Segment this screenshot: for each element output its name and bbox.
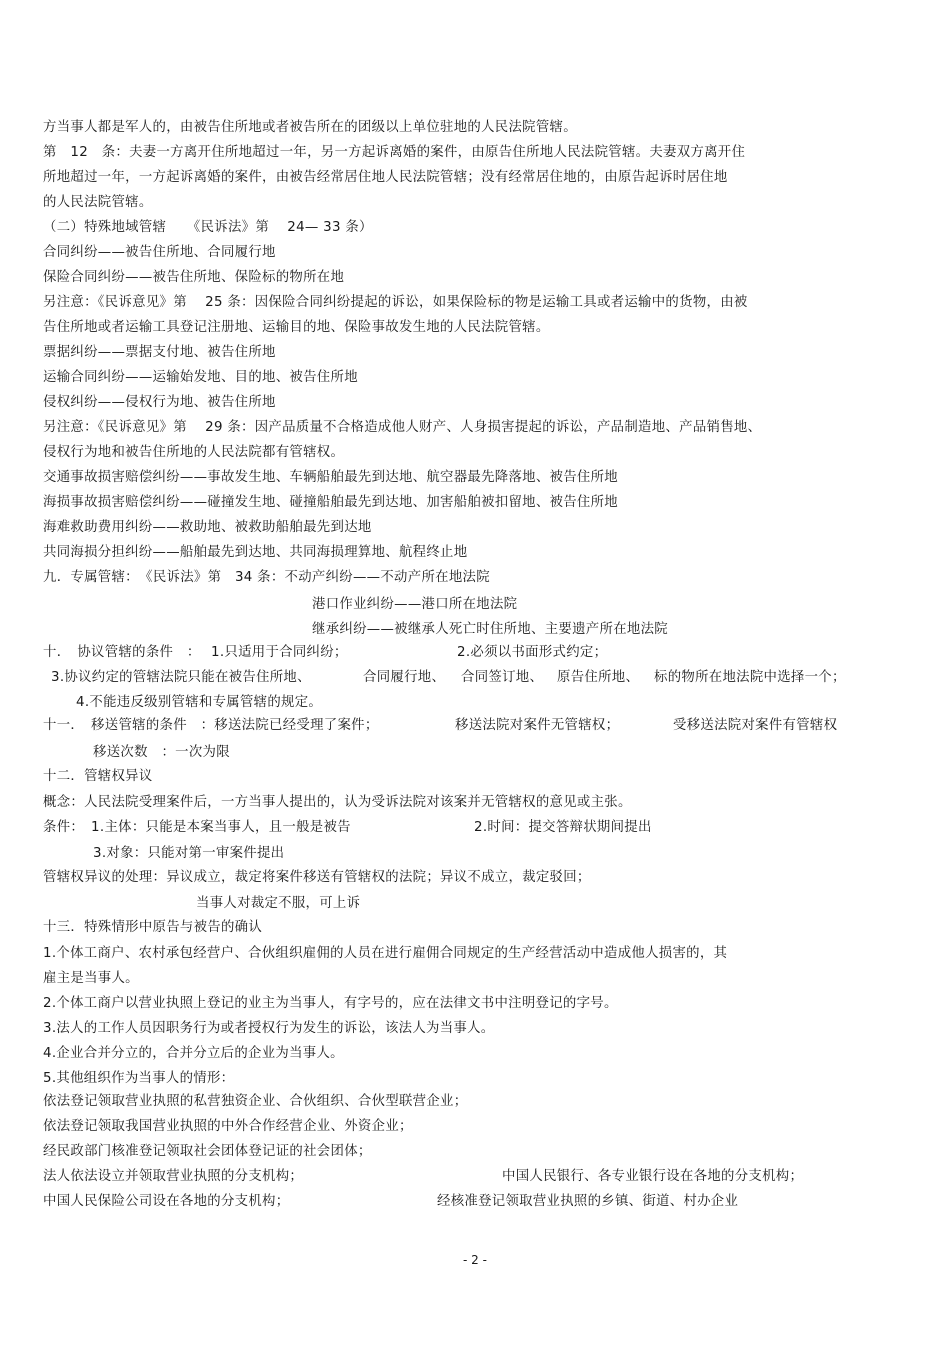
text-segment: 条件： 1.主体：只能是本案当事人，且一般是被告 [43,820,351,835]
text-line: 管辖权异议的处理：异议成立，裁定将案件移送有管辖权的法院；异议不成立，裁定驳回； [43,870,591,885]
text-segment: 2.时间：提交答辩状期间提出 [474,820,652,835]
text-line: 当事人对裁定不服，可上诉 [196,896,361,911]
text-line: 交通事故损害赔偿纠纷——事故发生地、车辆船舶最先到达地、航空器最先降落地、被告住所地 [43,470,619,485]
text-line: 3.法人的工作人员因职务行为或者授权行为发生的诉讼，该法人为当事人。 [43,1021,495,1036]
text-line: 1.个体工商户、农村承包经营户、合伙组织雇佣的人员在进行雇佣合同规定的生产经营活动中造成他人损害的，其 [43,946,728,961]
section-heading: 九．专属管辖： 《民诉法》第 34 条：不动产纠纷——不动产所在地法院 [43,570,490,585]
text-segment: 受移送法院对案件有管辖权 [673,718,838,733]
text-segment: 3.协议约定的管辖法院只能在被告住所地、 [51,670,311,685]
text-line: 依法登记领取我国营业执照的中外合作经营企业、外资企业； [43,1119,413,1134]
text-line: 合同纠纷——被告住所地、合同履行地 [43,245,276,260]
text-segment: 合同签订地、 [461,670,544,685]
text-line: 继承纠纷——被继承人死亡时住所地、主要遗产所在地法院 [312,622,668,637]
text-line: 保险合同纠纷——被告住所地、保险标的物所在地 [43,270,345,285]
text-segment: 原告住所地、 [557,670,640,685]
text-line: 海难救助费用纠纷——救助地、被救助船舶最先到达地 [43,520,372,535]
text-segment: 1.只适用于合同纠纷； [211,645,348,660]
text-line: 4.不能违反级别管辖和专属管辖的规定。 [76,695,323,710]
text-line: 港口作业纠纷——港口所在地法院 [312,597,518,612]
section-heading: 十． 协议管辖的条件 ： [43,645,201,660]
text-segment: 移送法院对案件无管辖权； [455,718,620,733]
text-segment: 中国人民保险公司设在各地的分支机构； [43,1194,290,1209]
text-line: 5.其他组织作为当事人的情形： [43,1071,235,1086]
text-line: 概念：人民法院受理案件后，一方当事人提出的，认为受诉法院对该案并无管辖权的意见或主张。 [43,795,632,810]
text-line: 雇主是当事人。 [43,971,139,986]
text-line: 侵权行为地和被告住所地的人民法院都有管辖权。 [43,445,345,460]
text-line: 运输合同纠纷——运输始发地、目的地、被告住所地 [43,370,358,385]
section-heading: （二）特殊地域管辖 《民诉法》第 24— 33 条） [43,220,373,235]
text-line: 2.个体工商户以营业执照上登记的业主为当事人，有字号的，应在法律文书中注明登记的字号。 [43,996,618,1011]
text-line: 移送次数 ：一次为限 [93,745,230,760]
page-number: - 2 - [463,1253,487,1267]
text-line: 共同海损分担纠纷——船舶最先到达地、共同海损理算地、航程终止地 [43,545,468,560]
text-line: 另注意：《民诉意见》第 25 条：因保险合同纠纷提起的诉讼，如果保险标的物是运输工具或者运输中的货物，由被 [43,295,748,310]
text-line: 4.企业合并分立的，合并分立后的企业为当事人。 [43,1046,344,1061]
text-line: 第 12 条：夫妻一方离开住所地超过一年，另一方起诉离婚的案件，由原告住所地人民法院管辖。夫妻双方离开住 [43,145,746,160]
text-line: 方当事人都是军人的，由被告住所地或者被告所在的团级以上单位驻地的人民法院管辖。 [43,120,577,135]
text-line: 侵权纠纷——侵权行为地、被告住所地 [43,395,276,410]
section-heading: 十三．特殊情形中原告与被告的确认 [43,920,263,935]
section-heading: 十一． 移送管辖的条件 ：移送法院已经受理了案件； [43,718,379,733]
text-line: 所地超过一年，一方起诉离婚的案件，由被告经常居住地人民法院管辖；没有经常居住地的，由原告起诉时居住地 [43,170,728,185]
text-segment: 2.必须以书面形式约定； [457,645,608,660]
text-segment: 经核准登记领取营业执照的乡镇、街道、村办企业 [437,1194,739,1209]
text-segment: 法人依法设立并领取营业执照的分支机构； [43,1169,304,1184]
section-heading: 十二．管辖权异议 [43,769,153,784]
text-line: 告住所地或者运输工具登记注册地、运输目的地、保险事故发生地的人民法院管辖。 [43,320,550,335]
text-line: 经民政部门核准登记领取社会团体登记证的社会团体； [43,1144,372,1159]
text-segment: 合同履行地、 [363,670,446,685]
text-line: 的人民法院管辖。 [43,195,153,210]
text-line: 海损事故损害赔偿纠纷——碰撞发生地、碰撞船舶最先到达地、加害船舶被扣留地、被告住所地 [43,495,619,510]
text-line: 票据纠纷——票据支付地、被告住所地 [43,345,276,360]
text-segment: 中国人民银行、各专业银行设在各地的分支机构； [502,1169,804,1184]
text-line: 3.对象：只能对第一审案件提出 [93,846,285,861]
text-segment: 标的物所在地法院中选择一个； [654,670,846,685]
text-line: 另注意：《民诉意见》第 29 条：因产品质量不合格造成他人财产、人身损害提起的诉讼，产品制造地、产品销售地、 [43,420,762,435]
text-line: 依法登记领取营业执照的私营独资企业、合伙组织、合伙型联营企业； [43,1094,468,1109]
